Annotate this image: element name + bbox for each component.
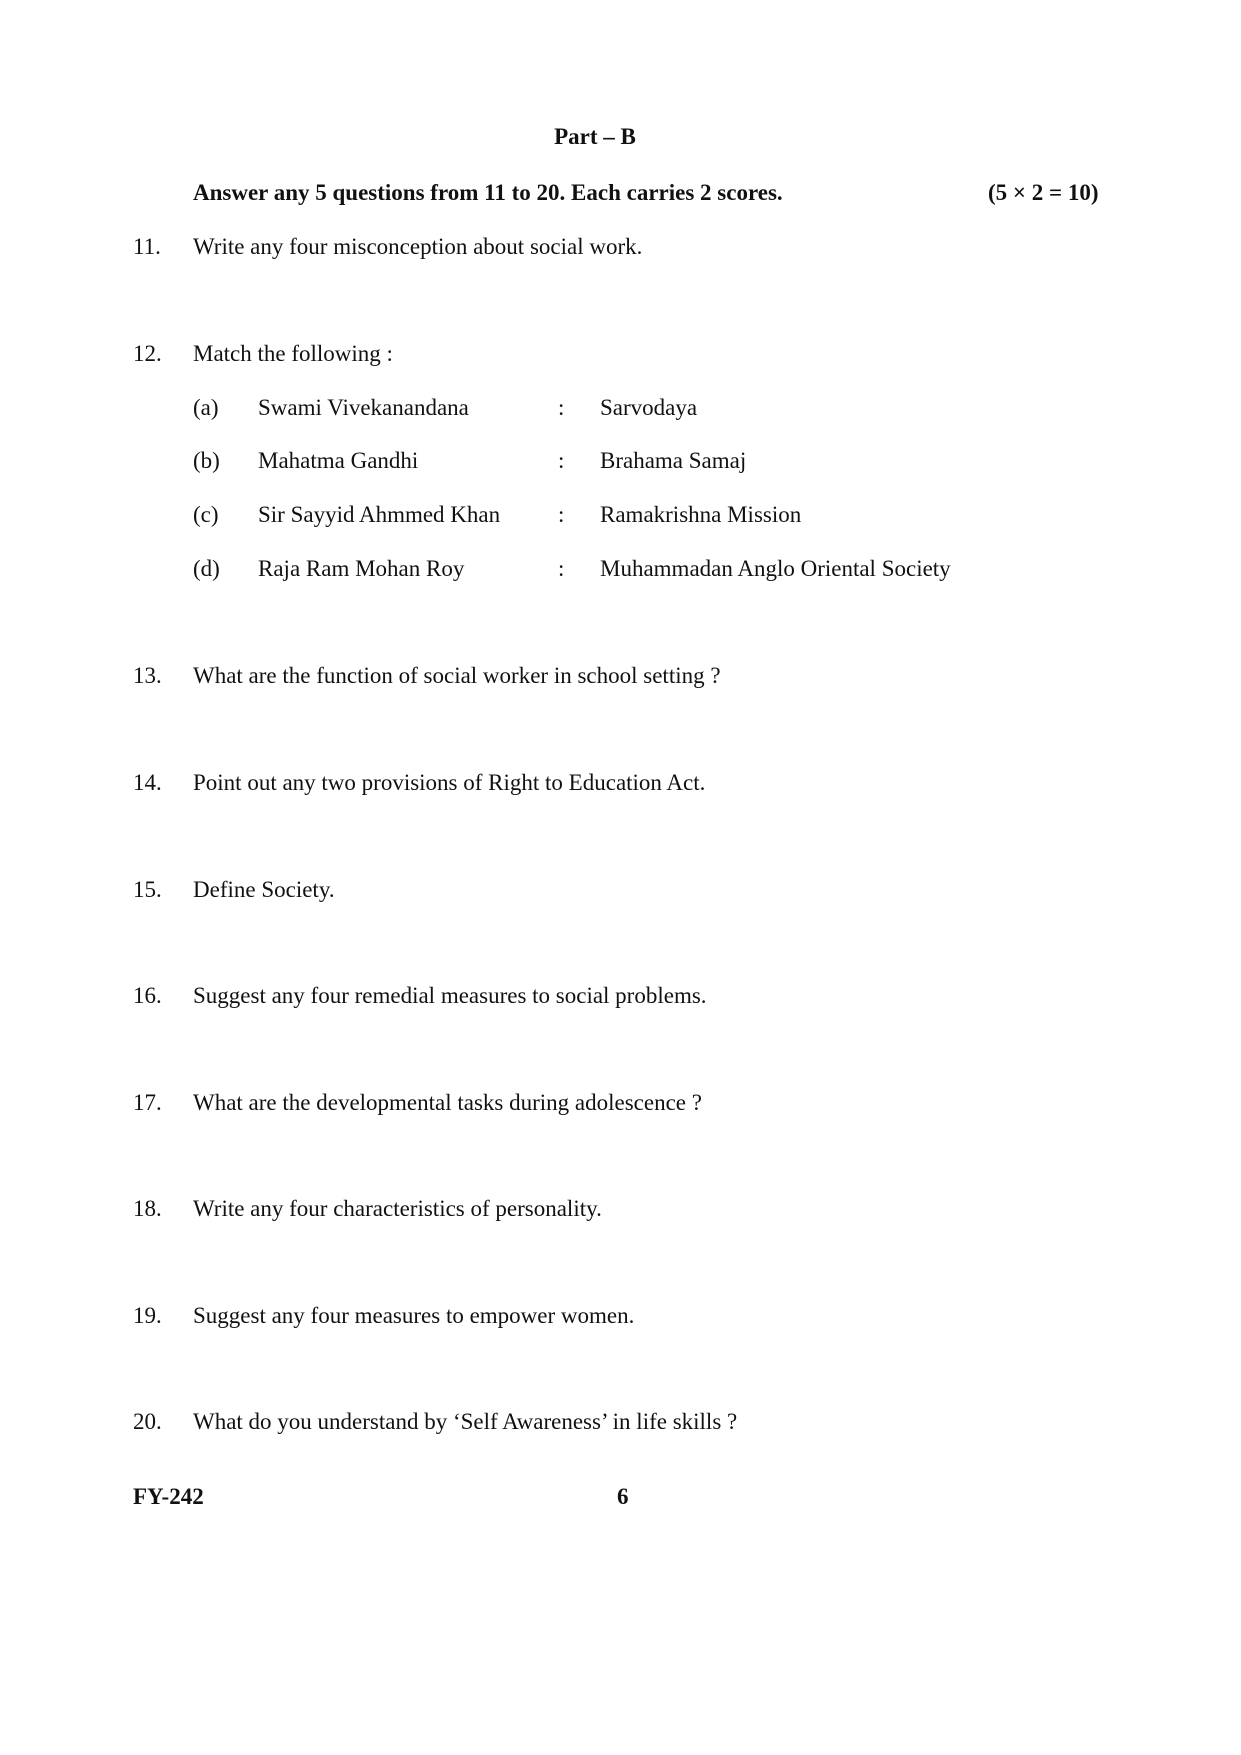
marks-allocation: (5 × 2 = 10) [988, 180, 1099, 205]
match-letter: (d) [193, 556, 220, 581]
match-right-item: Brahama Samaj [600, 448, 747, 473]
match-left-item: Raja Ram Mohan Roy [258, 556, 465, 581]
match-right-item: Sarvodaya [600, 395, 698, 420]
match-separator: : [558, 556, 565, 581]
question-text: What do you understand by ‘Self Awareness’ in life skills ? [193, 1409, 738, 1434]
question-text: What are the function of social worker in school setting ? [193, 663, 721, 688]
question-text: Define Society. [193, 877, 335, 902]
question-number: 13. [133, 663, 162, 688]
match-right-item: Muhammadan Anglo Oriental Society [600, 556, 951, 581]
question-number: 15. [133, 877, 162, 902]
question-text: Write any four misconception about social work. [193, 234, 643, 259]
match-separator: : [558, 395, 565, 420]
paper-code: FY-242 [133, 1484, 204, 1509]
match-left-item: Swami Vivekanandana [258, 395, 469, 420]
question-text: Suggest any four measures to empower women. [193, 1303, 635, 1328]
question-number: 20. [133, 1409, 162, 1434]
question-number: 14. [133, 770, 162, 795]
section-instruction: Answer any 5 questions from 11 to 20. Each carries 2 scores. [193, 180, 783, 205]
match-separator: : [558, 502, 565, 527]
question-number: 12. [133, 341, 162, 366]
page-number: 6 [617, 1484, 629, 1509]
question-text: Suggest any four remedial measures to social problems. [193, 983, 707, 1008]
match-right-item: Ramakrishna Mission [600, 502, 802, 527]
question-number: 17. [133, 1090, 162, 1115]
part-title: Part – B [554, 124, 636, 149]
question-number: 19. [133, 1303, 162, 1328]
question-number: 16. [133, 983, 162, 1008]
question-number: 18. [133, 1196, 162, 1221]
question-text: Write any four characteristics of personality. [193, 1196, 602, 1221]
match-letter: (c) [193, 502, 219, 527]
question-number: 11. [133, 234, 161, 259]
question-text: Match the following : [193, 341, 393, 366]
match-left-item: Mahatma Gandhi [258, 448, 419, 473]
match-left-item: Sir Sayyid Ahmmed Khan [258, 502, 501, 527]
match-separator: : [558, 448, 565, 473]
match-letter: (a) [193, 395, 219, 420]
question-text: What are the developmental tasks during adolescence ? [193, 1090, 702, 1115]
question-text: Point out any two provisions of Right to Education Act. [193, 770, 706, 795]
match-letter: (b) [193, 448, 220, 473]
